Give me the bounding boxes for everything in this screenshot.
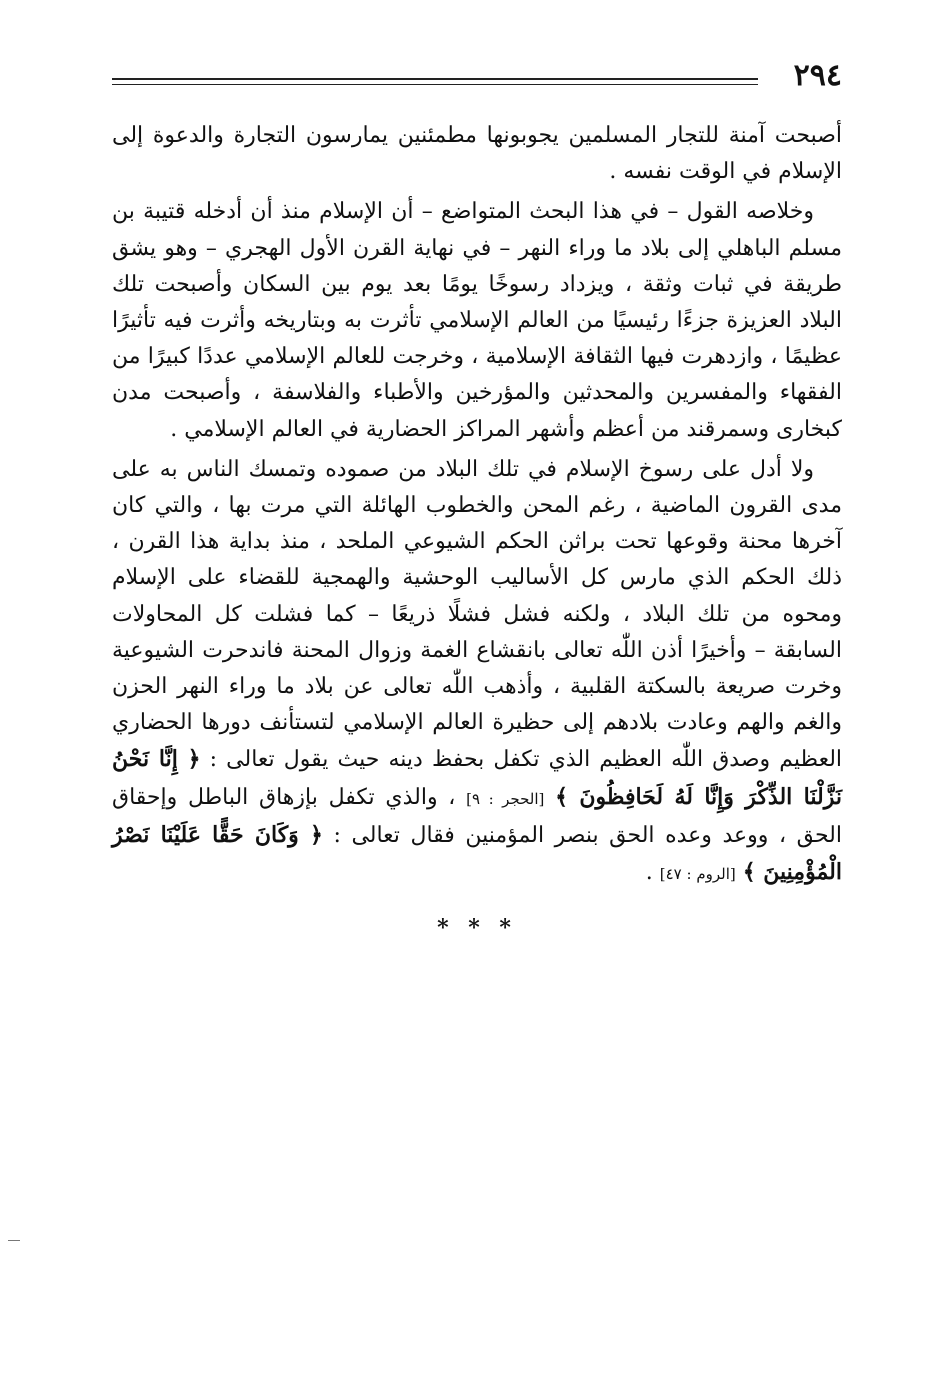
header-rule-thick — [112, 78, 758, 80]
paragraph-3-continuation: ، والذي تكفل بإزهاق الباطل وإحقاق الحق ، ووعد وعده الحق بنصر المؤمنين فقال تعالى : — [112, 784, 842, 848]
verse-reference-2: [الروم : ٤٧] — [659, 865, 736, 884]
paragraph-3 — [112, 452, 842, 892]
page-number: ٢٩٤ — [793, 58, 842, 93]
body-text — [112, 118, 842, 946]
section-separator: * * * — [437, 915, 517, 942]
verse-reference-1: [الحجر : ٩] — [466, 789, 545, 808]
paragraph-3-end: . — [645, 860, 653, 886]
header-rule-thin — [112, 84, 758, 85]
margin-mark — [8, 1240, 20, 1241]
paragraph-3-text: ولا أدل على رسوخ الإسلام في تلك البلاد من صموده وتمسك الناس به على مدى القرون الماضية ، رغم المحن والخطوب الهائلة التي مرت بها ، والتي كان آخرها محنة وقوعها تحت براثن الحكم الشيوعي الملحد ، منذ بداية هذا القرن ، ذلك الحكم الذي مارس كل الأساليب الوحشية والهمجية للقضاء على الإسلام ومحوه من تلك البلاد ، ولكنه فشل فشلًا ذريعًا – كما فشلت كل المحاولات السابقة – وأخيرًا أذن اللّٰه تعالى بانقشاع الغمة وزوال المحنة فاندحرت الشيوعية وخرت صريعة بالسكتة القلبية ، وأذهب اللّٰه تعالى عن بلاد ما وراء النهر الحزن والغم والهم وعادت بلادهم إلى حظيرة العالم الإسلامي لتستأنف دورها الحضاري العظيم وصدق اللّٰه العظيم الذي تكفل بحفظ دينه حيث يقول تعالى : — [112, 456, 843, 773]
page-header — [112, 56, 842, 96]
paragraph-1: أصبحت آمنة للتجار المسلمين يجوبونها مطمئنين يمارسون التجارة والدعوة إلى الإسلام في الوقت نفسه . — [112, 123, 842, 185]
quran-verse-2: ﴿ وَكَانَ حَقًّا عَلَيْنَا نَصْرُ الْمُؤْمِنِينَ ﴾ — [112, 821, 842, 886]
paragraph-2: وخلاصه القول – في هذا البحث المتواضع – أن الإسلام منذ أن أدخله قتيبة بن مسلم الباهلي إلى بلاد ما وراء النهر – في نهاية القرن الأول الهجري – وهو يشق طريقة في ثبات وثقة ، ويزداد رسوخًا يومًا بعد يوم بين السكان وأصبحت تلك البلاد العزيزة جزءًا رئيسيًا من العالم الإسلامي تأثرت به وبتاريخه وأثرت فيه تأثيرًا عظيمًا ، وازدهرت فيها الثقافة الإسلامية ، وخرجت للعالم الإسلامي عددًا كبيرًا من الفقهاء والمفسرين والمحدثين والمؤرخين والأطباء والفلاسفة ، وأصبحت مدن كبخارى وسمرقند من أعظم وأشهر المراكز الحضارية في العالم الإسلامي . — [112, 199, 843, 442]
quran-verse-1: ﴿ إِنَّا نَحْنُ نَزَّلْنَا الذِّكْرَ وَإِنَّا لَهُ لَحَافِظُونَ ﴾ — [112, 746, 842, 810]
